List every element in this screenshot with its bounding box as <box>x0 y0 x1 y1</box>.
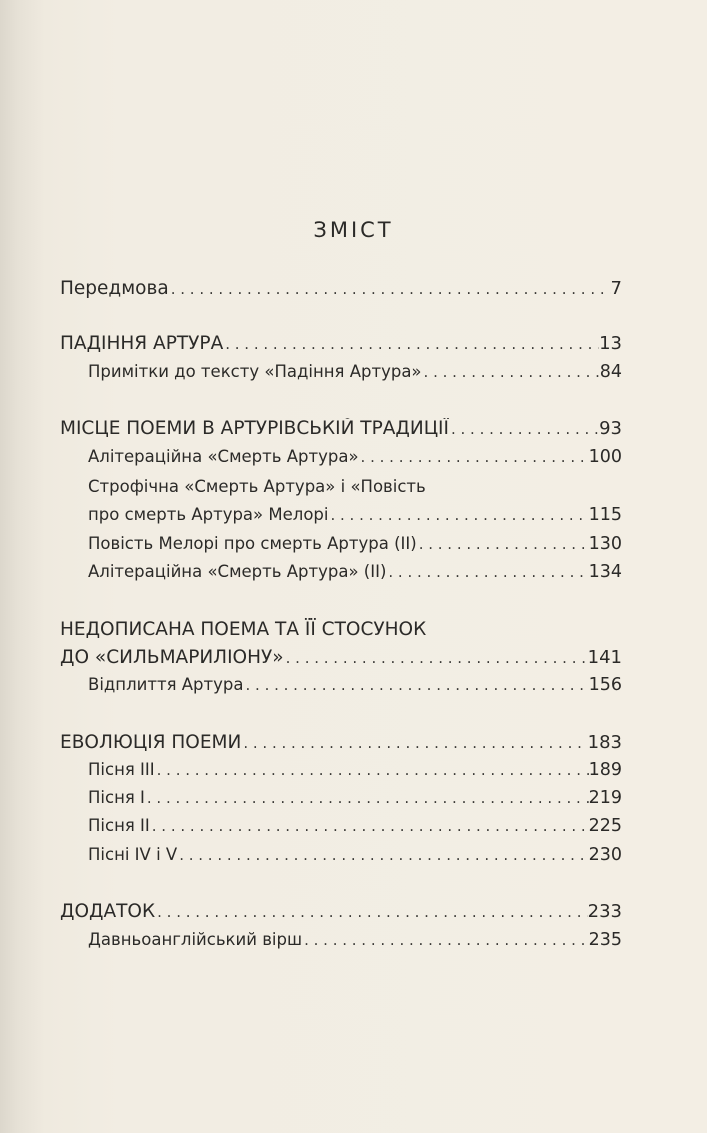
toc-page-number: 235 <box>588 930 622 950</box>
dot-leader <box>145 789 589 807</box>
toc-entry-label: ДОДАТОК <box>60 901 156 922</box>
toc-page-number: 84 <box>599 362 622 382</box>
toc-page-number: 7 <box>610 278 622 299</box>
toc-entry-label: про смерть Артура» Мелорі <box>88 505 329 524</box>
toc-entry-label: Повість Мелорі про смерть Артура (II) <box>88 534 417 553</box>
toc-entry-label: Алітераційна «Смерть Артура» (II) <box>88 562 387 581</box>
toc-page-number: 219 <box>588 788 622 808</box>
dot-leader <box>386 563 588 581</box>
toc-entry-alliterative-morte[interactable] <box>88 447 622 475</box>
toc-entry-unwritten-poem-line1[interactable]: НЕДОПИСАНА ПОЕМА ТА ЇЇ СТОСУНОК <box>60 619 427 640</box>
toc-entry-label: Пісня I <box>88 788 145 807</box>
dot-leader <box>284 649 588 667</box>
toc-entry-label: МІСЦЕ ПОЕМИ В АРТУРІВСЬКІЙ ТРАДИЦІЇ <box>60 418 449 439</box>
toc-page-number: 230 <box>588 845 622 865</box>
toc-page-number: 115 <box>588 505 622 525</box>
toc-entry-foreword[interactable] <box>60 278 622 306</box>
toc-entry-label: ДО «СИЛЬМАРИЛІОНУ» <box>60 647 284 668</box>
toc-entry-label: Пісні IV і V <box>88 845 178 864</box>
dot-leader <box>302 931 589 949</box>
toc-entry-stanzaic-morte[interactable] <box>88 505 622 533</box>
page-title: ЗМІСТ <box>313 218 394 242</box>
dot-leader <box>449 420 599 438</box>
toc-page-number: 13 <box>599 333 622 354</box>
toc-page-number: 141 <box>587 647 622 668</box>
toc-entry-malory-tale[interactable] <box>88 534 622 562</box>
dot-leader <box>328 506 588 524</box>
toc-page-number: 183 <box>587 732 622 753</box>
toc-page-number: 233 <box>587 901 622 922</box>
dot-leader <box>155 761 589 779</box>
toc-page-number: 100 <box>588 447 622 467</box>
dot-leader <box>223 335 599 353</box>
dot-leader <box>169 280 611 298</box>
dot-leader <box>241 734 587 752</box>
toc-entry-label: Пісня III <box>88 760 155 779</box>
toc-entry-fall-of-arthur[interactable] <box>60 333 622 361</box>
toc-entry-unwritten-poem[interactable] <box>60 647 622 675</box>
toc-entry-canto-1[interactable] <box>88 788 622 816</box>
toc-entry-notes[interactable] <box>88 362 622 390</box>
toc-page-number: 93 <box>599 418 622 439</box>
toc-entry-label: Давньоанглійський вірш <box>88 930 303 949</box>
toc-entry-cantos-4-5[interactable] <box>88 845 622 873</box>
toc-entry-label: Примітки до тексту «Падіння Артура» <box>88 362 422 381</box>
dot-leader <box>417 535 589 553</box>
toc-entry-alliterative-morte-2[interactable] <box>88 562 622 590</box>
toc-entry-label: Алітераційна «Смерть Артура» <box>88 447 359 466</box>
toc-entry-label: ЕВОЛЮЦІЯ ПОЕМИ <box>60 732 242 753</box>
dot-leader <box>155 903 588 921</box>
dot-leader <box>422 363 600 381</box>
dot-leader <box>244 676 589 694</box>
toc-entry-label: Передмова <box>60 278 169 299</box>
toc-page-number: 189 <box>588 760 622 780</box>
toc-page-number: 225 <box>588 816 622 836</box>
toc-entry-old-english-poem[interactable] <box>88 930 622 958</box>
toc-entry-stanzaic-morte-line1[interactable]: Строфічна «Смерть Артура» і «Повість <box>88 477 426 496</box>
toc-entry-label: ПАДІННЯ АРТУРА <box>60 333 224 354</box>
toc-entry-evolution[interactable] <box>60 732 622 760</box>
toc-entry-arthurian-tradition[interactable] <box>60 418 622 446</box>
toc-entry-label: Пісня II <box>88 816 150 835</box>
toc-page-number: 134 <box>588 562 622 582</box>
toc-entry-appendix[interactable] <box>60 901 622 929</box>
toc-entry-canto-3[interactable] <box>88 760 622 788</box>
dot-leader <box>177 846 588 864</box>
toc-entry-departure-of-arthur[interactable] <box>88 675 622 703</box>
toc-entry-canto-2[interactable] <box>88 816 622 844</box>
dot-leader <box>150 817 589 835</box>
toc-entry-label: Відплиття Артура <box>88 675 244 694</box>
toc-page-number: 156 <box>588 675 622 695</box>
toc-page-number: 130 <box>588 534 622 554</box>
dot-leader <box>359 448 589 466</box>
